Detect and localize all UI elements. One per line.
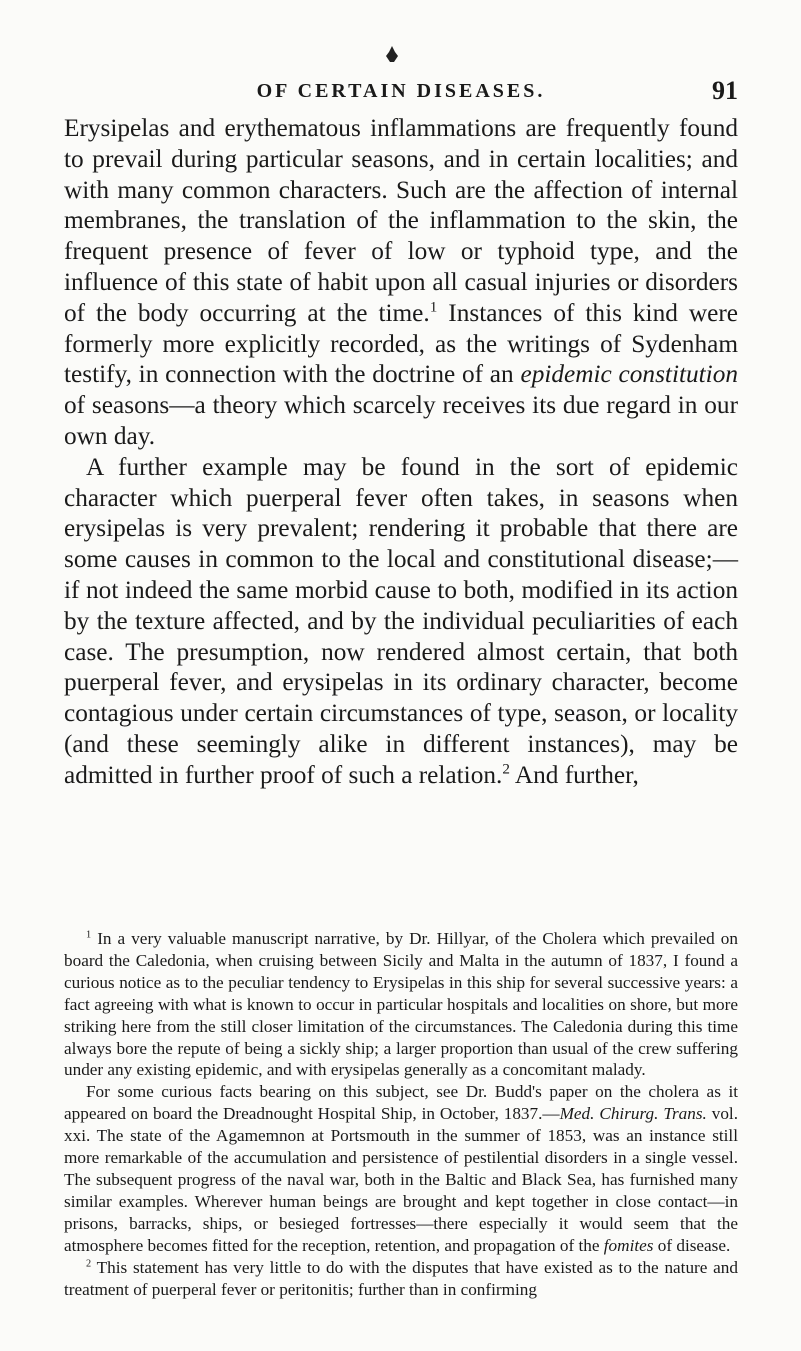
ink-blot <box>386 46 398 62</box>
running-title: OF CERTAIN DISEASES. <box>256 80 546 102</box>
footnote-ref: 2 <box>502 760 510 778</box>
main-text <box>64 113 738 791</box>
footnote: $^2$ This statement has very little to do with the disputes that have existed as to the nature and treatment of puerperal fever or peritonitis; further than in confirming <box>64 1257 738 1299</box>
footnote-ref: 1 <box>429 298 438 316</box>
footnotes <box>64 928 738 1300</box>
footnote: $^1$ In a very valuable manuscript narrative, by Dr. Hillyar, of the Cholera which prevailed on board the Caledonia, when cruising between Sicily and Malta in the autumn of 1837, I found a curious notice as to the peculiar tendency to Erysipelas in this ship for several successive years: a fact agreeing with what is known to occur in particular hospitals and localities on shore, but more striking here from the still closer limitation of the circumstances. The Caledonia during this time always bore the repute of being a sickly ship; a larger proportion than usual of the crew suffering under any existing epidemic, and with erysipelas generally as a concomitant malady. <box>64 929 738 1080</box>
footnote-mark: 2 <box>86 1257 92 1269</box>
footnote-mark: 1 <box>86 929 92 941</box>
page-header <box>64 76 738 110</box>
paragraph: Erysipelas and erythematous inflammations are frequently found to prevail during particular seasons, and in certain localities; and with many common characters. Such are the affection of internal membranes, the translation of the inflammation to the skin, the frequent presence of fever of low or typhoid type, and the influence of this state of habit upon all casual injuries or disorders of the body occurring at the time.$^1$ Instances of this kind were formerly more explicitly recorded, as the writings of Sydenham testify, in connection with the doctrine of an epidemic constitution of seasons—a theory which scarcely receives its due regard in our own day. <box>64 114 739 450</box>
paragraph: A further example may be found in the sort of epidemic character which puerperal fever often takes, in seasons when erysipelas is very prevalent; rendering it probable that there are some causes in common to the local and constitutional disease;—if not indeed the same morbid cause to both, modified in its action by the texture affected, and by the individual peculiarities of each case. The presumption, now rendered almost certain, that both puerperal fever, and erysipelas in its ordinary character, become contagious under certain circumstances of type, season, or locality (and these seemingly alike in different instances), may be admitted in further proof of such a relation.$^2$ And further, <box>64 452 738 789</box>
page-number: 91 <box>712 76 738 105</box>
footnote-continuation: For some curious facts bearing on this subject, see Dr. Budd's paper on the cholera as it appeared on board the Dreadnought Hospital Ship, in October, 1837.—Med. Chirurg. Trans. vol. xxi. The state of the Agamemnon at Portsmouth in the summer of 1853, was an instance still more remarkable of the accumulation and persistence of pestilential disorders in a single vessel. The subsequent progress of the naval war, both in the Baltic and Black Sea, has furnished many similar examples. Wherever human beings are brought and kept together in close contact—in prisons, barracks, ships, or besieged fortresses—there especially it would seem that the atmosphere becomes fitted for the reception, retention, and propagation of the fomites of disease. <box>64 1082 738 1255</box>
